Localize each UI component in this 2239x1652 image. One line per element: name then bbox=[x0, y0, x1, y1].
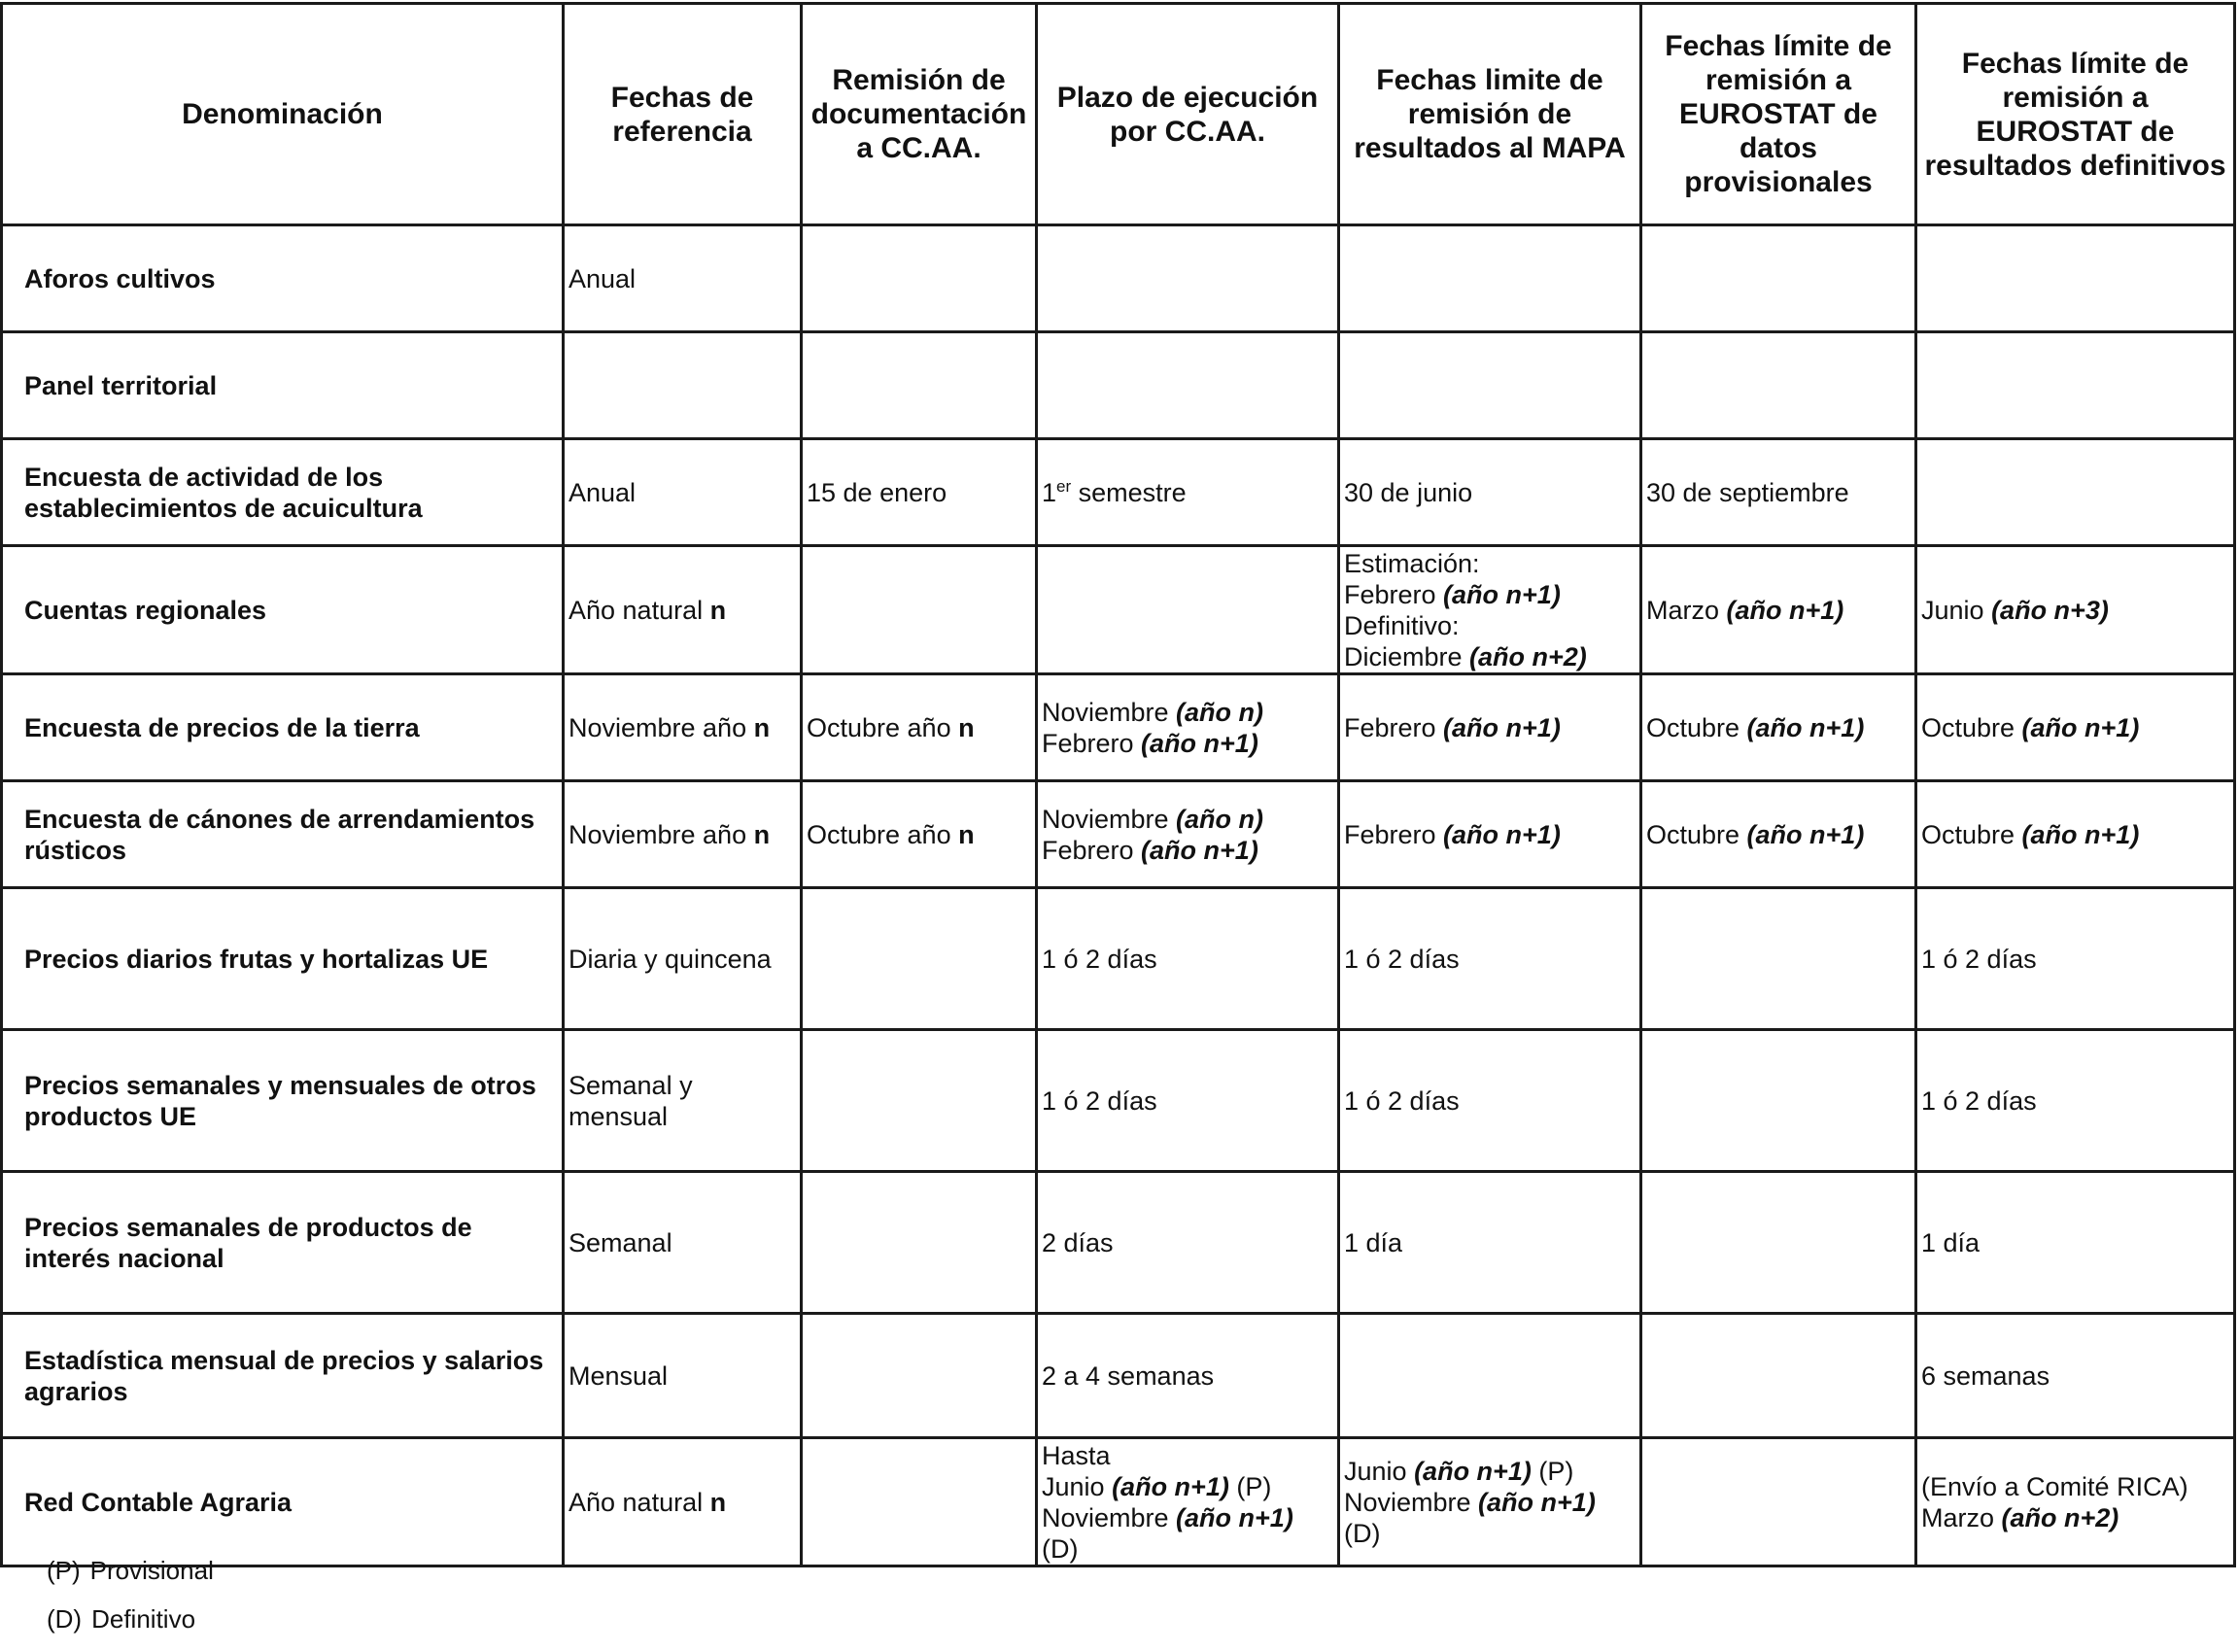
row-denominacion: Encuesta de cánones de arrendamientos rústicos bbox=[2, 781, 564, 888]
header-fechas-mapa: Fechas limite de remisión de resultados al MAPA bbox=[1339, 4, 1641, 225]
cell-line bbox=[1344, 579, 1636, 610]
cell-line bbox=[568, 263, 796, 294]
cell-line bbox=[1042, 944, 1333, 975]
footnote-code: (D) bbox=[47, 1604, 83, 1634]
row-denominacion: Red Contable Agraria bbox=[2, 1438, 564, 1566]
cell-fechas-referencia bbox=[564, 439, 802, 546]
plain-text: Anual bbox=[568, 263, 637, 293]
cell-line bbox=[1344, 548, 1636, 579]
header-denominacion: Denominación bbox=[2, 4, 564, 225]
cell-line bbox=[1344, 1456, 1636, 1487]
cell-remision-documentacion bbox=[802, 225, 1037, 332]
emphasis-text: (año n+1) bbox=[1478, 1487, 1596, 1517]
row-denominacion: Aforos cultivos bbox=[2, 225, 564, 332]
plain-text: Noviembre bbox=[1042, 1502, 1177, 1532]
header-eurostat-definitivos: Fechas límite de remisión a EUROSTAT de resultados definitivos bbox=[1916, 4, 2235, 225]
table-row bbox=[2, 546, 2235, 674]
bold-text: n bbox=[709, 595, 727, 625]
table-row bbox=[2, 1314, 2235, 1438]
row-denominacion: Precios semanales y mensuales de otros productos UE bbox=[2, 1030, 564, 1172]
cell-remision-documentacion bbox=[802, 1438, 1037, 1566]
table-row bbox=[2, 439, 2235, 546]
cell-eurostat-definitivos bbox=[1916, 781, 2235, 888]
cell-fechas-mapa bbox=[1339, 332, 1641, 439]
plain-text: Febrero bbox=[1042, 728, 1142, 758]
footnote-label: Definitivo bbox=[91, 1604, 196, 1634]
cell-eurostat-definitivos bbox=[1916, 1438, 2235, 1566]
emphasis-text: (año n) bbox=[1176, 804, 1264, 834]
cell-line bbox=[568, 1101, 796, 1132]
cell-fechas-referencia bbox=[564, 888, 802, 1030]
plain-text: Semanal y bbox=[568, 1070, 693, 1100]
cell-plazo-ejecucion bbox=[1037, 1438, 1339, 1566]
cell-eurostat-definitivos bbox=[1916, 674, 2235, 781]
emphasis-text: (año n+3) bbox=[1991, 595, 2109, 625]
plain-text: 1 ó 2 días bbox=[1921, 1085, 2037, 1116]
plain-text: Definitivo: bbox=[1344, 610, 1460, 640]
table-row bbox=[2, 332, 2235, 439]
cell-plazo-ejecucion bbox=[1037, 225, 1339, 332]
bold-text: n bbox=[958, 819, 975, 849]
cell-line bbox=[568, 944, 796, 975]
cell-eurostat-provisionales bbox=[1641, 888, 1916, 1030]
plain-text: Noviembre bbox=[1042, 697, 1177, 727]
cell-line bbox=[568, 1227, 796, 1258]
cell-line bbox=[1042, 835, 1333, 866]
cell-line bbox=[1042, 1440, 1333, 1471]
cell-line bbox=[568, 477, 796, 508]
cell-fechas-mapa bbox=[1339, 225, 1641, 332]
cell-line bbox=[1344, 1518, 1636, 1549]
plain-text: 30 de junio bbox=[1344, 477, 1473, 507]
row-denominacion: Estadística mensual de precios y salarios agrarios bbox=[2, 1314, 564, 1438]
cell-eurostat-definitivos bbox=[1916, 439, 2235, 546]
plain-text: Octubre bbox=[1646, 712, 1747, 742]
plain-text: 15 de enero bbox=[807, 477, 947, 507]
cell-fechas-mapa bbox=[1339, 1314, 1641, 1438]
cell-line bbox=[1042, 697, 1333, 728]
plain-text: Marzo bbox=[1646, 595, 1727, 625]
plain-text: 1 día bbox=[1344, 1227, 1403, 1257]
plain-text: Octubre bbox=[1921, 819, 2022, 849]
plain-text: 1 ó 2 días bbox=[1921, 944, 2037, 974]
cell-line bbox=[1042, 804, 1333, 835]
cell-eurostat-definitivos bbox=[1916, 1314, 2235, 1438]
plain-text: 30 de septiembre bbox=[1646, 477, 1849, 507]
cell-line bbox=[1646, 595, 1911, 626]
cell-line bbox=[1344, 944, 1636, 975]
plain-text: Año natural bbox=[568, 595, 710, 625]
cell-line bbox=[1646, 477, 1911, 508]
plain-text: Mensual bbox=[568, 1360, 669, 1391]
plain-text: 1 ó 2 días bbox=[1042, 944, 1157, 974]
emphasis-text: (año n+1) bbox=[1141, 835, 1258, 865]
plain-text: Febrero bbox=[1344, 712, 1444, 742]
table-row bbox=[2, 674, 2235, 781]
cell-line bbox=[807, 712, 1031, 743]
cell-remision-documentacion bbox=[802, 439, 1037, 546]
emphasis-text: (año n+2) bbox=[2001, 1502, 2119, 1532]
cell-remision-documentacion bbox=[802, 546, 1037, 674]
plain-text: (D) bbox=[1344, 1518, 1381, 1548]
cell-plazo-ejecucion bbox=[1037, 1314, 1339, 1438]
plain-text: (P) bbox=[1531, 1456, 1574, 1486]
cell-fechas-mapa bbox=[1339, 674, 1641, 781]
plain-text: Junio bbox=[1042, 1471, 1113, 1501]
cell-line bbox=[1344, 1085, 1636, 1117]
emphasis-text: (año n+1) bbox=[1443, 579, 1561, 609]
emphasis-text: (año n+1) bbox=[1443, 819, 1561, 849]
plain-text: Diciembre bbox=[1344, 641, 1470, 671]
cell-line bbox=[1042, 1360, 1333, 1392]
cell-line bbox=[568, 1360, 796, 1392]
header-fechas-referencia: Fechas de referencia bbox=[564, 4, 802, 225]
cell-fechas-referencia bbox=[564, 1030, 802, 1172]
table-row bbox=[2, 1438, 2235, 1566]
cell-line bbox=[1042, 477, 1333, 508]
cell-remision-documentacion bbox=[802, 1030, 1037, 1172]
plain-text: 2 a 4 semanas bbox=[1042, 1360, 1215, 1391]
cell-line bbox=[1921, 819, 2229, 850]
emphasis-text: (año n+2) bbox=[1469, 641, 1587, 671]
row-denominacion: Encuesta de actividad de los establecimientos de acuicultura bbox=[2, 439, 564, 546]
cell-line bbox=[568, 712, 796, 743]
emphasis-text: (año n+1) bbox=[2021, 819, 2140, 849]
row-denominacion: Precios semanales de productos de interés nacional bbox=[2, 1172, 564, 1314]
cell-line bbox=[568, 1487, 796, 1518]
emphasis-text: (año n+1) bbox=[1176, 1502, 1293, 1532]
cell-line bbox=[1921, 595, 2229, 626]
cell-eurostat-provisionales bbox=[1641, 439, 1916, 546]
cell-remision-documentacion bbox=[802, 781, 1037, 888]
cell-fechas-mapa bbox=[1339, 1172, 1641, 1314]
cell-plazo-ejecucion bbox=[1037, 781, 1339, 888]
calendar-table bbox=[0, 2, 2236, 1567]
cell-remision-documentacion bbox=[802, 888, 1037, 1030]
emphasis-text: (año n+1) bbox=[1443, 712, 1561, 742]
plain-text: semestre bbox=[1071, 477, 1187, 507]
cell-line bbox=[1921, 944, 2229, 975]
cell-line bbox=[1042, 1085, 1333, 1117]
table-row bbox=[2, 225, 2235, 332]
cell-line bbox=[1921, 1085, 2229, 1117]
emphasis-text: (año n+1) bbox=[1746, 712, 1865, 742]
table-row bbox=[2, 1172, 2235, 1314]
cell-fechas-mapa bbox=[1339, 888, 1641, 1030]
plain-text: mensual bbox=[568, 1101, 669, 1131]
plain-text: Octubre bbox=[1921, 712, 2022, 742]
plain-text: 2 días bbox=[1042, 1227, 1114, 1257]
bold-text: n bbox=[753, 712, 771, 742]
plain-text: Febrero bbox=[1344, 819, 1444, 849]
cell-line bbox=[1646, 819, 1911, 850]
cell-line bbox=[1344, 610, 1636, 641]
plain-text: 1 bbox=[1042, 477, 1057, 507]
plain-text: Año natural bbox=[568, 1487, 710, 1517]
footnote-label: Provisional bbox=[89, 1556, 214, 1585]
row-denominacion: Cuentas regionales bbox=[2, 546, 564, 674]
cell-remision-documentacion bbox=[802, 1172, 1037, 1314]
cell-plazo-ejecucion bbox=[1037, 332, 1339, 439]
cell-fechas-referencia bbox=[564, 781, 802, 888]
plain-text: 6 semanas bbox=[1921, 1360, 2050, 1391]
cell-fechas-referencia bbox=[564, 1314, 802, 1438]
plain-text: Octubre año bbox=[807, 712, 959, 742]
plain-text: Noviembre año bbox=[568, 712, 754, 742]
plain-text: (P) bbox=[1228, 1471, 1272, 1501]
cell-fechas-mapa bbox=[1339, 781, 1641, 888]
cell-remision-documentacion bbox=[802, 332, 1037, 439]
cell-fechas-referencia bbox=[564, 332, 802, 439]
plain-text: Febrero bbox=[1344, 579, 1444, 609]
plain-text: Marzo bbox=[1921, 1502, 2002, 1532]
plain-text: Anual bbox=[568, 477, 637, 507]
plain-text: 1 ó 2 días bbox=[1042, 1085, 1157, 1116]
cell-plazo-ejecucion bbox=[1037, 674, 1339, 781]
plain-text: Noviembre bbox=[1042, 804, 1177, 834]
cell-line bbox=[1344, 1487, 1636, 1518]
table-row bbox=[2, 781, 2235, 888]
cell-fechas-referencia bbox=[564, 225, 802, 332]
cell-eurostat-provisionales bbox=[1641, 1030, 1916, 1172]
plain-text: (D) bbox=[1042, 1533, 1079, 1564]
cell-line bbox=[807, 819, 1031, 850]
plain-text: 1 ó 2 días bbox=[1344, 944, 1460, 974]
cell-line bbox=[1042, 728, 1333, 759]
footnote-definitivo bbox=[47, 1603, 214, 1635]
cell-fechas-referencia bbox=[564, 1172, 802, 1314]
cell-line bbox=[1042, 1227, 1333, 1258]
plain-text: Junio bbox=[1921, 595, 1992, 625]
cell-plazo-ejecucion bbox=[1037, 1172, 1339, 1314]
cell-eurostat-provisionales bbox=[1641, 1172, 1916, 1314]
plain-text: Febrero bbox=[1042, 835, 1142, 865]
emphasis-text: (año n+1) bbox=[1746, 819, 1865, 849]
bold-text: n bbox=[958, 712, 975, 742]
cell-eurostat-provisionales bbox=[1641, 781, 1916, 888]
bold-text: n bbox=[753, 819, 771, 849]
cell-line bbox=[1042, 1471, 1333, 1502]
cell-remision-documentacion bbox=[802, 1314, 1037, 1438]
emphasis-text: (año n+1) bbox=[1141, 728, 1258, 758]
cell-line bbox=[1344, 712, 1636, 743]
cell-line bbox=[568, 819, 796, 850]
cell-line bbox=[1921, 712, 2229, 743]
cell-eurostat-definitivos bbox=[1916, 332, 2235, 439]
plain-text: Octubre año bbox=[807, 819, 959, 849]
cell-fechas-mapa bbox=[1339, 1030, 1641, 1172]
cell-eurostat-provisionales bbox=[1641, 546, 1916, 674]
footnote-provisional bbox=[47, 1555, 214, 1586]
cell-plazo-ejecucion bbox=[1037, 1030, 1339, 1172]
cell-line bbox=[1344, 1227, 1636, 1258]
cell-fechas-mapa bbox=[1339, 439, 1641, 546]
plain-text: 1 ó 2 días bbox=[1344, 1085, 1460, 1116]
plain-text: Hasta bbox=[1042, 1440, 1111, 1470]
cell-eurostat-provisionales bbox=[1641, 225, 1916, 332]
emphasis-text: (año n+1) bbox=[1112, 1471, 1229, 1501]
cell-eurostat-provisionales bbox=[1641, 1314, 1916, 1438]
cell-line bbox=[1042, 1533, 1333, 1565]
row-denominacion: Encuesta de precios de la tierra bbox=[2, 674, 564, 781]
emphasis-text: (año n+1) bbox=[2021, 712, 2140, 742]
cell-plazo-ejecucion bbox=[1037, 888, 1339, 1030]
cell-line bbox=[1042, 1502, 1333, 1533]
table-row bbox=[2, 888, 2235, 1030]
bold-text: n bbox=[709, 1487, 727, 1517]
cell-eurostat-definitivos bbox=[1916, 225, 2235, 332]
header-eurostat-provisionales: Fechas límite de remisión a EUROSTAT de datos provisionales bbox=[1641, 4, 1916, 225]
cell-plazo-ejecucion bbox=[1037, 439, 1339, 546]
plain-text: Noviembre año bbox=[568, 819, 754, 849]
cell-line bbox=[1344, 477, 1636, 508]
table-row bbox=[2, 1030, 2235, 1172]
plain-text: Semanal bbox=[568, 1227, 672, 1257]
cell-line bbox=[807, 477, 1031, 508]
cell-line bbox=[1921, 1471, 2229, 1502]
cell-remision-documentacion bbox=[802, 674, 1037, 781]
cell-eurostat-provisionales bbox=[1641, 332, 1916, 439]
cell-line bbox=[1344, 641, 1636, 672]
cell-line bbox=[1344, 819, 1636, 850]
cell-eurostat-definitivos bbox=[1916, 1030, 2235, 1172]
cell-fechas-referencia bbox=[564, 546, 802, 674]
plain-text: (Envío a Comité RICA) bbox=[1921, 1471, 2188, 1501]
cell-eurostat-definitivos bbox=[1916, 546, 2235, 674]
cell-eurostat-provisionales bbox=[1641, 1438, 1916, 1566]
header-plazo-ejecucion: Plazo de ejecución por CC.AA. bbox=[1037, 4, 1339, 225]
plain-text: Noviembre bbox=[1344, 1487, 1479, 1517]
cell-eurostat-definitivos bbox=[1916, 888, 2235, 1030]
superscript-text: er bbox=[1056, 476, 1072, 496]
cell-line bbox=[1921, 1360, 2229, 1392]
plain-text: Junio bbox=[1344, 1456, 1415, 1486]
table-body bbox=[2, 225, 2235, 1566]
footnote-code: (P) bbox=[47, 1556, 81, 1585]
cell-line bbox=[1646, 712, 1911, 743]
plain-text: 1 día bbox=[1921, 1227, 1981, 1257]
cell-line bbox=[1921, 1227, 2229, 1258]
cell-eurostat-provisionales bbox=[1641, 674, 1916, 781]
plain-text: Diaria y quincena bbox=[568, 944, 772, 974]
cell-plazo-ejecucion bbox=[1037, 546, 1339, 674]
emphasis-text: (año n+1) bbox=[1726, 595, 1844, 625]
plain-text: Octubre bbox=[1646, 819, 1747, 849]
cell-fechas-mapa bbox=[1339, 1438, 1641, 1566]
row-denominacion: Precios diarios frutas y hortalizas UE bbox=[2, 888, 564, 1030]
cell-fechas-referencia bbox=[564, 1438, 802, 1566]
cell-line bbox=[568, 1070, 796, 1101]
cell-line bbox=[1921, 1502, 2229, 1533]
cell-eurostat-definitivos bbox=[1916, 1172, 2235, 1314]
cell-fechas-referencia bbox=[564, 674, 802, 781]
header-remision-documentacion: Remisión de documentación a CC.AA. bbox=[802, 4, 1037, 225]
footnotes bbox=[47, 1555, 214, 1652]
emphasis-text: (año n) bbox=[1176, 697, 1264, 727]
cell-fechas-mapa bbox=[1339, 546, 1641, 674]
header-row bbox=[2, 4, 2235, 225]
row-denominacion: Panel territorial bbox=[2, 332, 564, 439]
plain-text: Estimación: bbox=[1344, 548, 1480, 578]
emphasis-text: (año n+1) bbox=[1414, 1456, 1532, 1486]
cell-line bbox=[568, 595, 796, 626]
